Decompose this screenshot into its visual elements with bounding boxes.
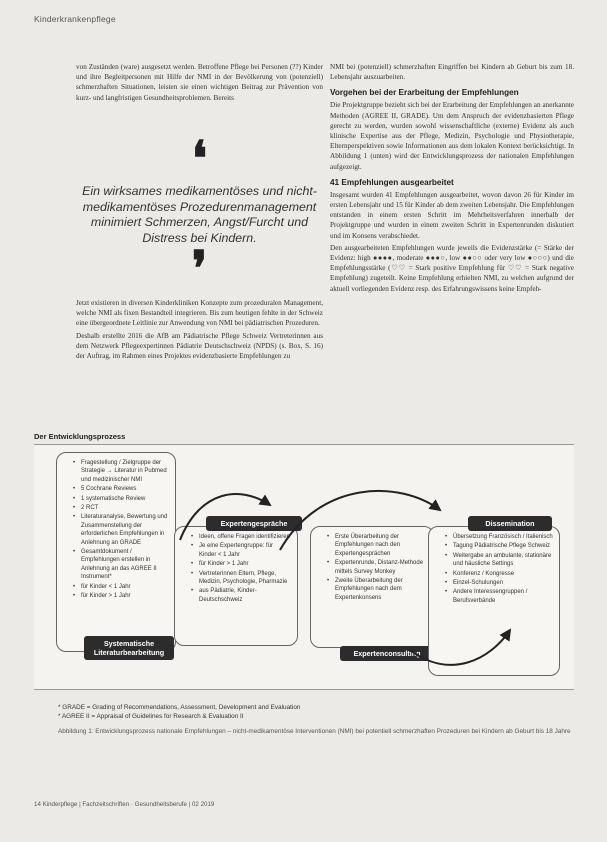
box-literature	[56, 452, 176, 652]
figure-caption: Abbildung 1: Entwicklungsprozess nationale Empfehlungen – nicht-medikamentöse Interventionen (NMI) bei potentiell schmerzhaften Prozeduren bei Kindern ab Geburt bis 18 Jahre	[58, 728, 571, 735]
expert-talks-item: • Vertreterinnen Eltern, Pflege, Medizin, Psychologie, Pharmazie	[193, 570, 291, 587]
footnote-agree: * AGREE II = Appraisal of Guidelines for Research & Evaluation II	[58, 713, 244, 720]
dissemination-item: • Übersetzung Französisch / Italienisch	[447, 533, 553, 541]
right-paragraph-2: Die Projektgruppe bezieht sich bei der Erarbeitung der Empfehlungen an anerkannte Methoden (AGREE II, GRADE). Um dem Anspruch der evidenzbasierten Pflege gerecht zu werden, wurden sowohl wissenschaftliche (externe) Evidenz als auch klinische Expertise aus der Pflege, Medizin, Psychologie und Physiotherapie, Elternperspektiven sowie Informationen aus dem lokalen Kontext berücksichtigt. In Abbildung 1 (unten) wird der Entwicklungsprozess der nationalen Empfehlungen aufgezeigt.	[330, 101, 574, 171]
expert-talks-item: • Je eine Expertengruppe: für Kinder < 1 Jahr	[193, 542, 291, 559]
expert-talks-item: • aus Pädiatrie, Kinder-Deutschschweiz	[193, 587, 291, 604]
page-footer: 14 Kinderpflege | Fachzeitschriften · Gesundheitsberufe | 02 2019	[34, 801, 215, 808]
dissemination-item: • Weitergabe an ambulante, stationäre und häusliche Settings	[447, 552, 553, 569]
right-paragraph-3: Insgesamt wurden 41 Empfehlungen ausgearbeitet, wovon davon 26 für Kinder im ersten Lebensjahr und 15 für Kinder ab dem zweiten Lebensjahr. Die Empfehlungen entstanden in einem ersten Schritt im Mehrheitsverfahren innerhalb der Projektgruppe und wurden in einem zweiten Schritt in Expertenrunden diskutiert und im Konsens verabschiedet.	[330, 190, 574, 240]
tag-expert-consulting: Expertenconsulting	[340, 646, 434, 661]
right-column	[330, 62, 574, 296]
heading-process: Vorgehen bei der Erarbeitung der Empfehlungen	[330, 88, 519, 98]
tag-literature: Systematische Literaturbearbeitung	[84, 636, 174, 660]
expert-consulting-item: • Zweite Überarbeitung der Empfehlungen nach dem Expertenkonsens	[329, 577, 427, 602]
literature-item: • Literaturanalyse, Bewertung und Zusammenstellung der erforderlichen Empfehlungen in Anlehnung an GRADE	[75, 513, 169, 547]
footnote-grade: * GRADE = Grading of Recommendations, Assessment, Development and Evaluation	[58, 704, 301, 711]
expert-talks-item: • Ideen, offene Fragen identifizieren	[193, 533, 291, 541]
running-head: Kinderkrankenpflege	[34, 14, 116, 24]
right-paragraph-1: NMI bei (potenziell) schmerzhaften Eingriffen bei Kindern ab Geburt bis zum 18. Lebensjahr auszuarbeiten.	[330, 63, 574, 82]
literature-item: • 5 Cochrane Reviews	[75, 485, 169, 493]
expert-talks-item: • für Kinder > 1 Jahr	[193, 560, 291, 568]
dissemination-item: • Konferenz / Kongresse	[447, 570, 553, 578]
quote-text: Ein wirksames medikamentöses und nicht-medikamentöses Prozedurenmanagement minimiert Schmerzen, Angst/Furcht und Distress bei Kindern.	[82, 184, 317, 245]
quote-close-icon: ❜	[191, 243, 208, 296]
dissemination-item: • Tagung Pädiatrische Pflege Schweiz	[447, 542, 553, 550]
quote-open-icon: ❛	[191, 133, 208, 186]
literature-item: • Gesamtdokument / Empfehlungen erstellen in Anlehnung an das AGREE II Instrument*	[75, 548, 169, 582]
tag-expert-talks: Expertengespräche	[206, 516, 302, 531]
figure-footnotes	[58, 703, 578, 721]
pull-quote	[76, 133, 323, 296]
expert-consulting-item: • Expertenrunde, Distanz-Methode mittels Survey Monkey	[329, 559, 427, 576]
literature-item: • 2 RCT	[75, 504, 169, 512]
literature-item: • für Kinder > 1 Jahr	[75, 592, 169, 600]
heading-recommendations: 41 Empfehlungen ausgearbeitet	[330, 177, 454, 187]
expert-consulting-item: • Erste Überarbeitung der Empfehlungen nach den Expertengesprächen	[329, 533, 427, 558]
process-arrows-icon	[160, 470, 580, 670]
dissemination-item: • Andere Interessengruppen / Berufsverbände	[447, 588, 553, 605]
right-paragraph-4: Den ausgearbeiteten Empfehlungen wurde jeweils die Evidenzstärke (= Stärke der Evidenz: high ●●●●, moderate ●●●○, low ●●○○ oder very low ●○○○) und die Empfehlungsstärke (♡♡ = Stark positive Empfehlung für ♡♡ = Stark negative Empfehlung) zugeteilt. Keine Empfehlung erhielten NMI, zu welchen aufgrund der aktuell vorliegenden Evidenz resp. des Erfahrungswissens keine Empfeh-	[330, 243, 574, 293]
left-paragraph-1: von Zuständen (ware) ausgesetzt werden. Betroffene Pflege bei Personen (??) Kinder und ihre Begleitpersonen mit Hilfe der NMI in der Bevölkerung von (potenziell) schmerzhaften Situationen, leisten sie einen wichtigen Beitrag zur Prävention von kurz- und langfristigen Gesundheitsproblemen. Bereits	[76, 63, 323, 102]
literature-item: • für Kinder < 1 Jahr	[75, 583, 169, 591]
literature-item: • Fragestellung / Zielgruppe der Strategie → Literatur in Pubmed und medizinischer NMI	[75, 459, 169, 484]
figure-title: Der Entwicklungsprozess	[34, 432, 126, 441]
left-column-top	[76, 62, 323, 105]
left-paragraph-2: Jetzt existieren in diversen Kinderkliniken Konzepte zum prozeduralen Management, welche NMI als fixen Bestandteil integrieren. Bis zum heutigen fehlte in der Schweiz eine übergeordnete Leitlinie zur Anwendung von NMI bei pädiatrischen Prozeduren.	[76, 299, 323, 328]
dissemination-item: • Einzel-Schulungen	[447, 579, 553, 587]
left-paragraph-3: Deshalb erstellte 2016 die AfB am Pädiatrische Pflege Schweiz Vertreterinnen aus dem Netzwerk Pflegeexpertinnen Pädiatrie Deutschschweiz (NPDS) (s. Box, S. 16) der Auftrag, im Rahmen eines Projektes evidenzbasierte Empfehlungen zu	[76, 331, 323, 361]
literature-item: • 1 systematische Review	[75, 495, 169, 503]
left-column-bottom	[76, 298, 323, 363]
tag-dissemination: Dissemination	[468, 516, 552, 531]
